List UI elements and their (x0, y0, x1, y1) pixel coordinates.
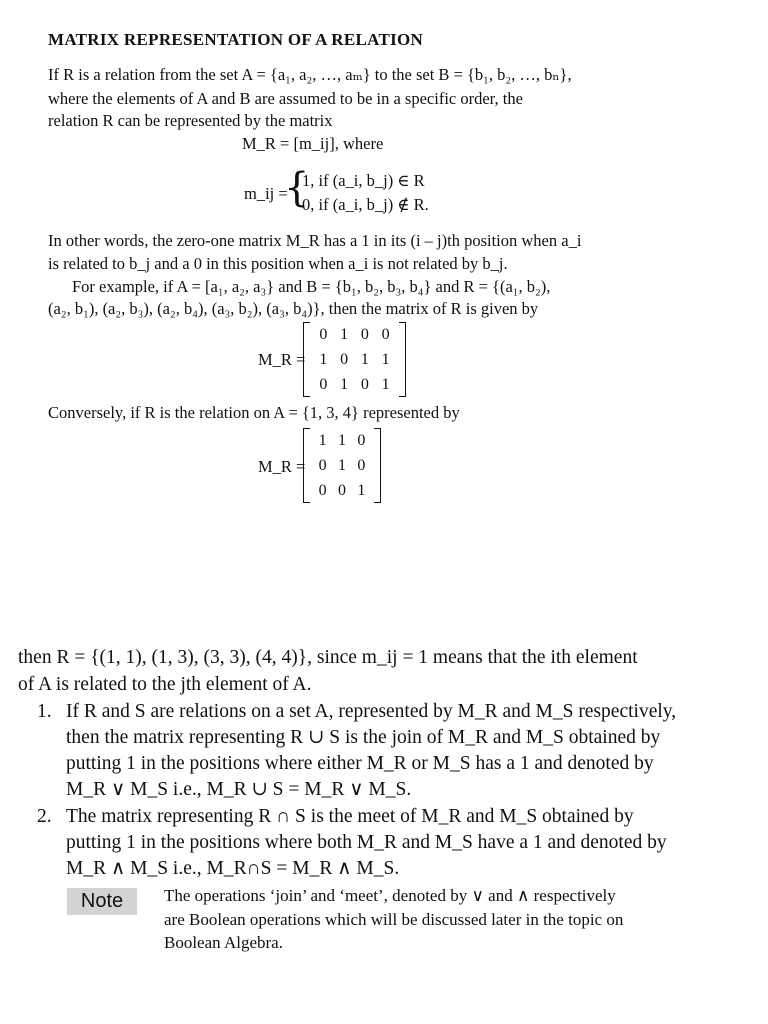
matrix-cell: 0 (360, 326, 369, 343)
mij-label: m_ij = (244, 184, 288, 203)
para2-line: In other words, the zero-one matrix M_R has a 1 in its (i – j)th position when a_i (48, 231, 582, 250)
case-line: 0, if (a_i, b_j) ∉ R. (302, 195, 429, 214)
matrix-cell: 0 (357, 457, 366, 474)
item-line: putting 1 in the positions where both M_R and M_S have a 1 and denoted by (66, 832, 667, 853)
matrix-cell: 1 (337, 457, 346, 474)
note-line: The operations ‘join’ and ‘meet’, denoted by ∨ and ∧ respectively (164, 886, 616, 905)
case-line: 1, if (a_i, b_j) ∈ R (302, 171, 425, 190)
conversely-line: Conversely, if R is the relation on A = {1, 3, 4} represented by (48, 403, 460, 422)
matrix-cell: 0 (360, 376, 369, 393)
then-line: then R = {(1, 1), (1, 3), (3, 3), (4, 4)}, since m_ij = 1 means that the ith element (18, 647, 638, 668)
note-line: Boolean Algebra. (164, 933, 283, 952)
para2-line: is related to b_j and a 0 in this position when a_i is not related by b_j. (48, 254, 508, 273)
matrix-cell: 1 (340, 326, 349, 343)
matrix-cell: 1 (360, 351, 369, 368)
matrix-cell: 0 (381, 326, 390, 343)
cases-brace: { (284, 165, 310, 211)
section-heading: MATRIX REPRESENTATION OF A RELATION (48, 30, 424, 49)
mr-definition: M_R = [m_ij], where (242, 134, 384, 153)
matrix1-label: M_R = (258, 350, 306, 369)
matrix-cell: 0 (319, 326, 328, 343)
then-line: of A is related to the jth element of A. (18, 674, 312, 695)
item-line: The matrix representing R ∩ S is the meet of M_R and M_S obtained by (66, 806, 634, 827)
matrix-cell: 1 (337, 432, 346, 449)
para1-line: where the elements of A and B are assumed to be in a specific order, the (48, 89, 523, 108)
matrix2 (303, 428, 381, 503)
item-line: M_R ∨ M_S i.e., M_R ∪ S = M_R ∨ M_S. (66, 779, 412, 800)
item-line: M_R ∧ M_S i.e., M_R∩S = M_R ∧ M_S. (66, 858, 400, 879)
matrix-cell: 1 (381, 376, 390, 393)
item-line: putting 1 in the positions where either M_R or M_S has a 1 and denoted by (66, 753, 654, 774)
matrix-cell: 0 (319, 376, 328, 393)
para2-line: For example, if A = [a₁, a₂, a₃} and B = {b₁, b₂, b₃, b₄} and R = {(a₁, b₂), (72, 277, 551, 296)
matrix2-label: M_R = (258, 457, 306, 476)
para1-line: If R is a relation from the set A = {a₁, a₂, …, aₘ} to the set B = {b₁, b₂, …, bₙ}, (48, 65, 572, 84)
matrix-cell: 0 (340, 351, 349, 368)
item-line: then the matrix representing R ∪ S is the join of M_R and M_S obtained by (66, 727, 661, 748)
item-number: 2. (37, 806, 52, 827)
matrix-cell: 0 (337, 482, 346, 499)
matrix-cell: 0 (318, 457, 327, 474)
matrix-cell: 1 (318, 432, 327, 449)
matrix-cell: 1 (319, 351, 328, 368)
item-number: 1. (37, 701, 52, 722)
note-line: are Boolean operations which will be discussed later in the topic on (164, 910, 624, 929)
para2-line: (a₂, b₁), (a₂, b₃), (a₂, b₄), (a₃, b₂), (a₃, b₄)}, then the matrix of R is given by (48, 299, 539, 318)
item-line: If R and S are relations on a set A, represented by M_R and M_S respectively, (66, 701, 677, 722)
matrix-cell: 1 (340, 376, 349, 393)
note-badge: Note (67, 888, 137, 915)
matrix-cell: 1 (381, 351, 390, 368)
matrix-cell: 0 (357, 432, 366, 449)
matrix-cell: 1 (357, 482, 366, 499)
matrix1 (303, 322, 406, 397)
para1-line: relation R can be represented by the matrix (48, 111, 333, 130)
matrix-cell: 0 (318, 482, 327, 499)
